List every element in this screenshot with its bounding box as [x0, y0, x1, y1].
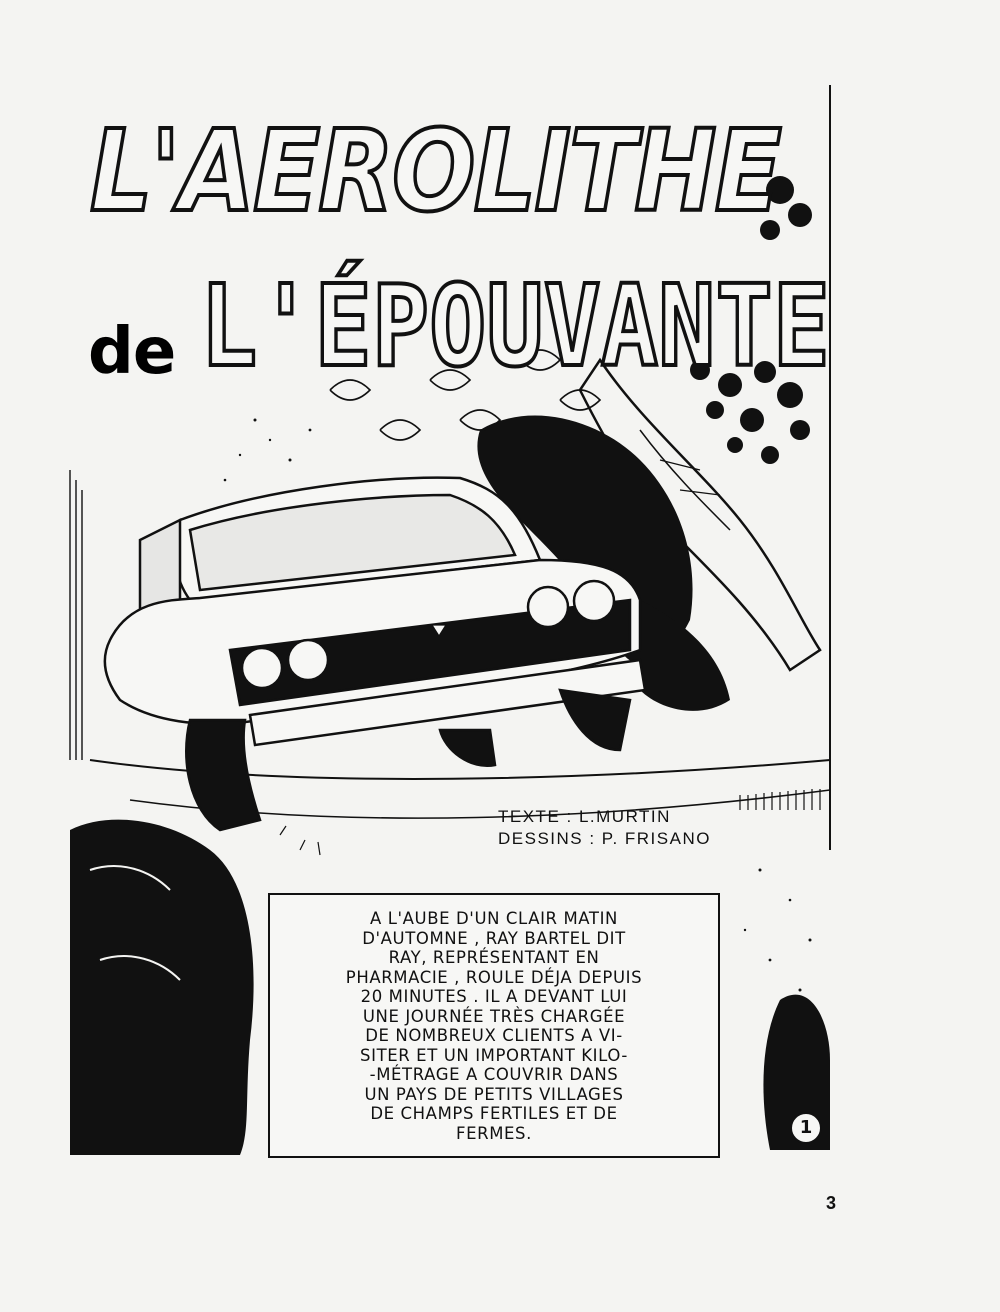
- caption-text: A L'AUBE D'UN CLAIR MATIN D'AUTOMNE , RAY BARTEL DIT RAY, REPRÉSENTANT EN PHARMACIE , ROULE DÉJA DEPUIS 20 MINUTES . IL A DEVANT LUI UNE JOURNÉE TRÈS CHARGÉE DE NOMBREUX CLIENTS A VI- SITER ET UN IMPORTANT KILO- -MÉTRAGE A COUVRIR DANS UN PAYS DE PETITS VILLAGES DE CHAMPS FERTILES ET DE FERMES.: [345, 909, 643, 1143]
- title-de: de: [88, 315, 176, 389]
- credits-text: TEXTE : L.MURTIN: [498, 807, 671, 826]
- panel-number-badge: 1: [790, 1112, 822, 1144]
- title-line1: [90, 98, 790, 237]
- title-line2: [200, 255, 942, 392]
- title-line2-text: L'ÉPOUVANTE: [200, 262, 942, 392]
- page-number: 3: [826, 1193, 837, 1213]
- title-line1-text: L'AEROLITHE: [90, 107, 782, 237]
- credits-drawings: DESSINS : P. FRISANO: [498, 829, 711, 848]
- credits: [498, 806, 711, 850]
- caption-box: [268, 893, 720, 1158]
